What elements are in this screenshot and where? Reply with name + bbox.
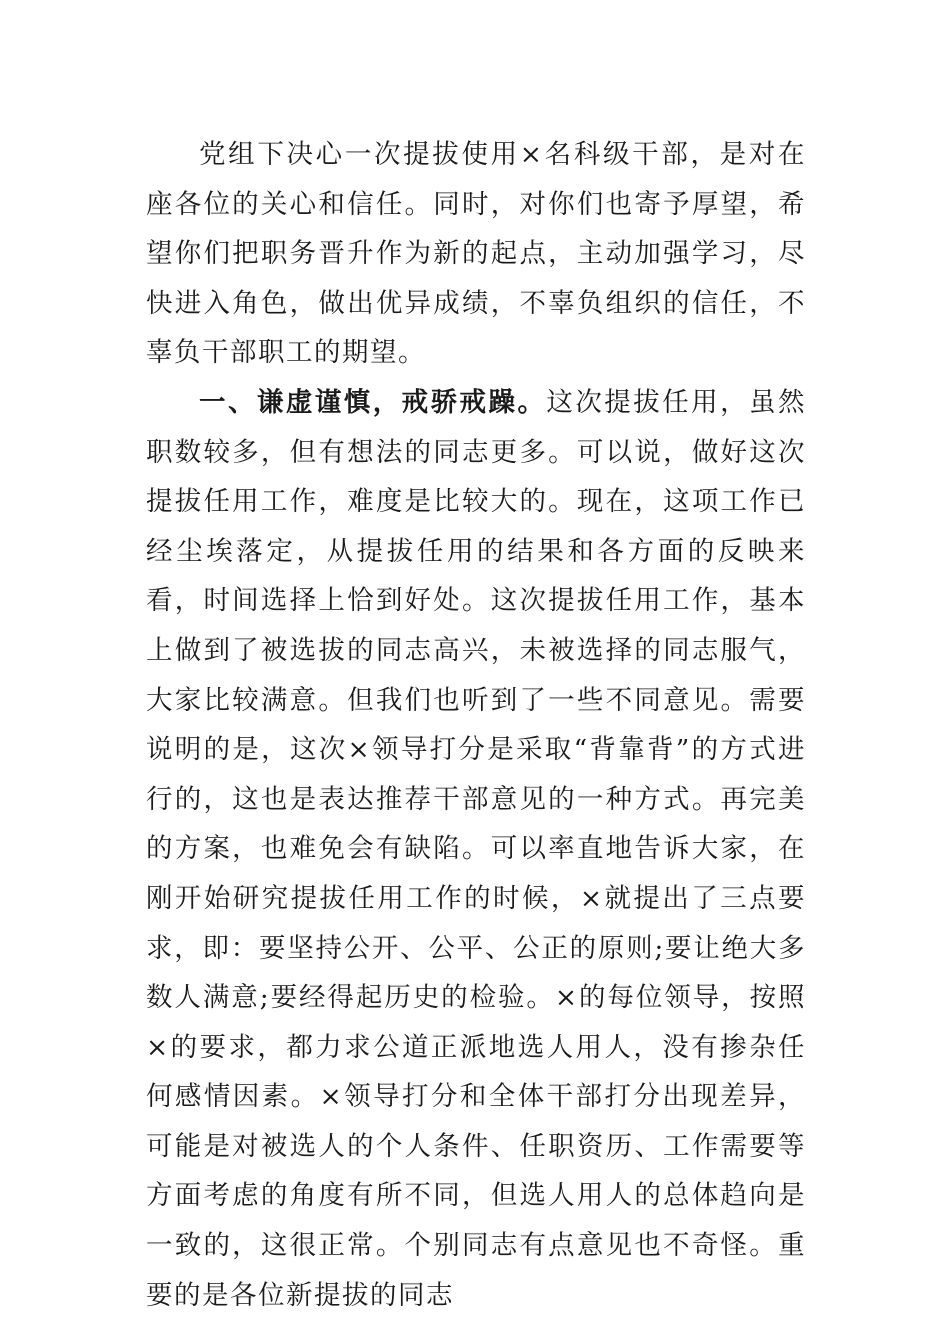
paragraph-intro: [146, 130, 806, 378]
paragraph-intro-text: 党组下决心一次提拔使用×名科级干部，是对在座各位的关心和信任。同时，对你们也寄予厚望，希望你们把职务晋升作为新的起点，主动加强学习，尽快进入角色，做出优异成绩，不辜负组织的信任，不辜负干部职工的期望。: [146, 139, 806, 369]
section-one-text: 这次提拔任用，虽然职数较多，但有想法的同志更多。可以说，做好这次提拔任用工作，难度是比较大的。现在，这项工作已经尘埃落定，从提拔任用的结果和各方面的反映来看，时间选择上恰到好处。这次提拔任用工作，基本上做到了被选拔的同志高兴，未被选择的同志服气，大家比较满意。但我们也听到了一些不同意见。需要说明的是，这次×领导打分是采取“背靠背”的方式进行的，这也是表达推荐干部意见的一种方式。再完美的方案，也难免会有缺陷。可以率直地告诉大家，在刚开始研究提拔任用工作的时候，×就提出了三点要求，即：要坚持公开、公平、公正的原则;要让绝大多数人满意;要经得起历史的检验。×的每位领导，按照×的要求，都力求公道正派地选人用人，没有掺杂任何感情因素。×领导打分和全体干部打分出现差异，可能是对被选人的个人条件、任职资历、工作需要等方面考虑的角度有所不同，但选人用人的总体趋向是一致的，这很正常。个别同志有点意见也不奇怪。重要的是各位新提拔的同志: [146, 386, 807, 1311]
paragraph-section-one: [146, 378, 806, 1320]
section-one-heading: 一、谦虚谨慎，戒骄戒躁。: [199, 386, 547, 418]
document-body: [146, 130, 806, 1320]
